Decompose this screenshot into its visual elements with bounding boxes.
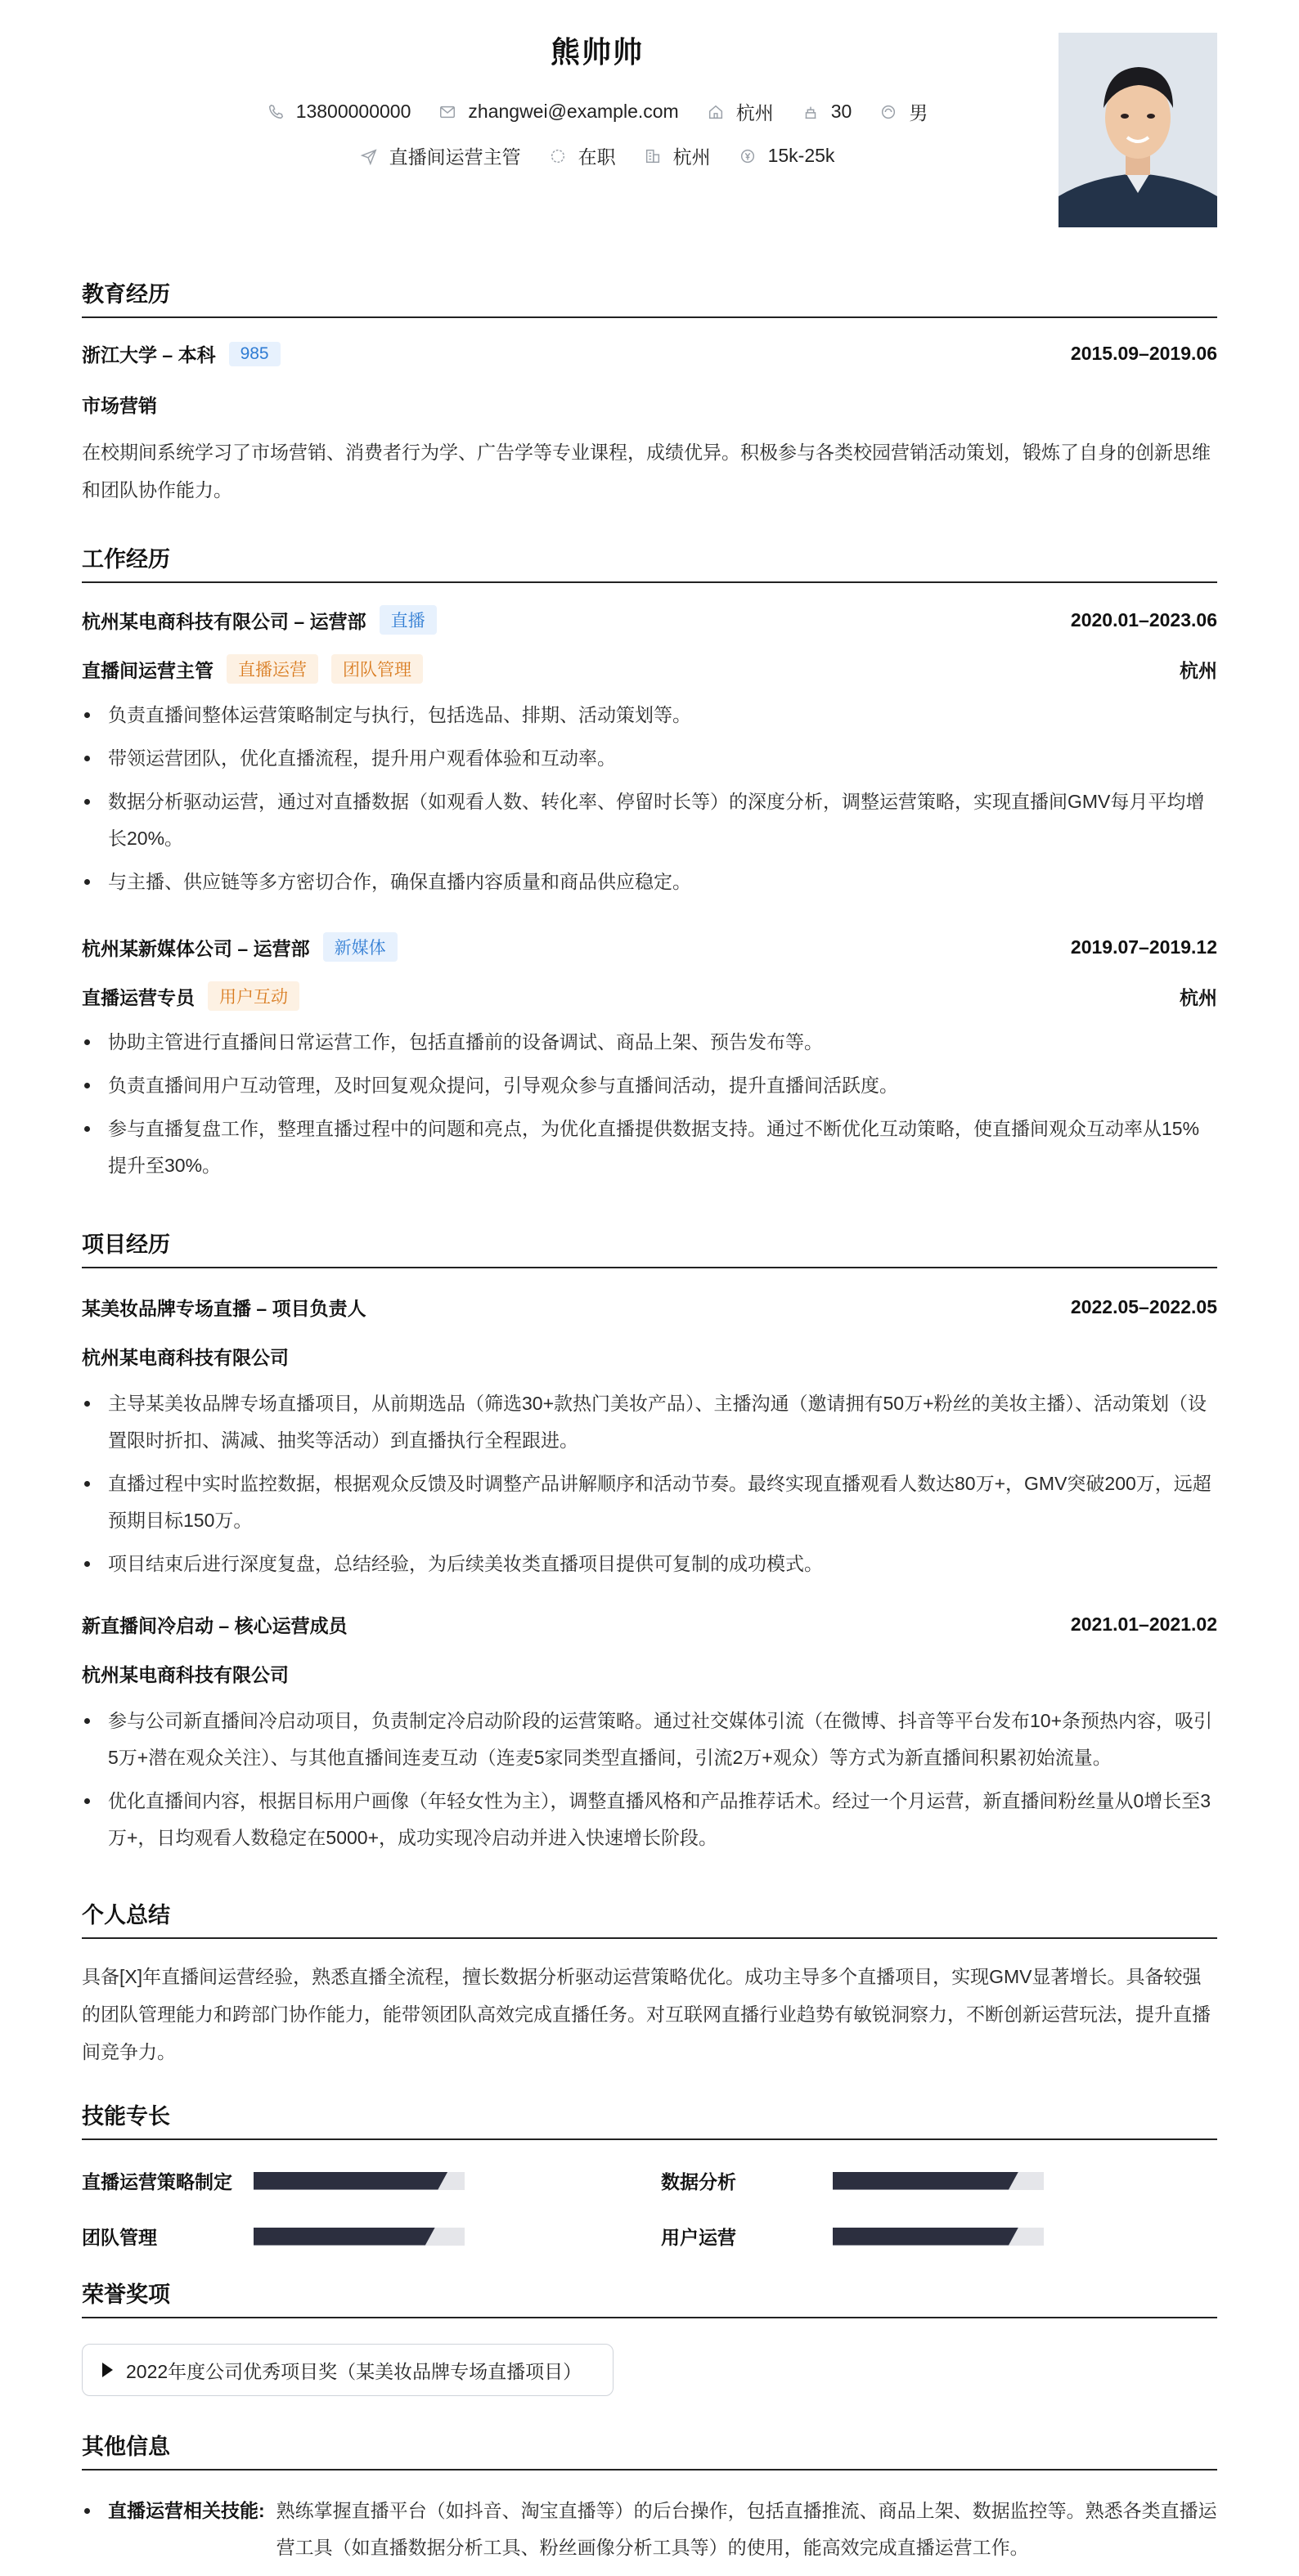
project-1-company-row — [82, 1343, 1217, 1370]
phone-icon — [267, 103, 285, 121]
work-2-bullets — [82, 1024, 1217, 1191]
list-item: 负责直播间用户互动管理，及时回复观众提问，引导观众参与直播间活动，提升直播间活跃度。 — [82, 1067, 1217, 1104]
project-2-bullets — [82, 1703, 1217, 1863]
project-2-period: 2021.01–2021.02 — [1070, 1613, 1217, 1635]
skill-level-bar — [254, 2172, 465, 2190]
work-2-header — [82, 932, 1217, 962]
age-item — [802, 101, 852, 123]
skill-level-fill — [833, 2228, 1018, 2246]
project-2-name: 新直播间冷启动 – 核心运营成员 — [82, 1615, 348, 1636]
school-tag: 985 — [229, 342, 281, 366]
list-item: 参与公司新直播间冷启动项目，负责制定冷启动阶段的运营策略。通过社交媒体引流（在微博、抖音等平台发布10+条预热内容，吸引5万+潜在观众关注）、与其他直播间连麦互动（连麦5家同类型直播间，引流2万+观众）等方式为新直播间积累初始流量。 — [82, 1703, 1217, 1776]
work-2-title: 直播运营专员 — [82, 986, 195, 1008]
age-icon — [802, 103, 820, 121]
work-1-title-row — [82, 654, 1217, 684]
skill-name: 直播运营策略制定 — [82, 2171, 232, 2192]
education-header — [82, 340, 1217, 367]
work-1-bullets — [82, 697, 1217, 907]
expected-salary: 15k-25k — [767, 145, 835, 166]
skill-name: 用户运营 — [661, 2227, 736, 2248]
skill-item — [661, 2167, 1044, 2194]
education-period: 2015.09–2019.06 — [1070, 343, 1217, 364]
skill-level-fill — [254, 2228, 435, 2246]
work-1-title-tag: 直播运营 — [227, 654, 318, 684]
work-2-title-row — [82, 981, 1217, 1011]
project-1-name: 某美妆品牌专场直播 – 项目负责人 — [82, 1298, 366, 1319]
list-item: 带领运营团队，优化直播流程，提升用户观看体验和互动率。 — [82, 740, 1217, 777]
list-item: 直播过程中实时监控数据，根据观众反馈及时调整产品讲解顺序和活动节奏。最终实现直播观看人数达80万+，GMV突破200万，远超预期目标150万。 — [82, 1465, 1217, 1539]
summary-section-title: 个人总结 — [82, 1897, 1217, 1939]
skill-level-bar — [833, 2172, 1044, 2190]
other-section-title: 其他信息 — [82, 2429, 1217, 2471]
list-item: 参与直播复盘工作，整理直播过程中的问题和亮点，为优化直播提供数据支持。通过不断优化互动策略，使直播间观众互动率从15%提升至30%。 — [82, 1111, 1217, 1184]
major-row — [82, 391, 1217, 418]
honor-item — [82, 2344, 614, 2396]
other-info-value: 熟练掌握直播平台（如抖音、淘宝直播等）的后台操作，包括直播推流、商品上架、数据监控等。熟悉各类直播运营工具（如直播数据分析工具、粉丝画像分析工具等）的使用，能高效完成直播运营工作。 — [276, 2500, 1217, 2558]
email-address: zhangwei@example.com — [468, 101, 679, 122]
work-1-header — [82, 605, 1217, 635]
contact-info-row — [0, 98, 1194, 125]
mail-icon — [438, 103, 456, 121]
profile-photo — [1059, 33, 1217, 227]
skill-name: 团队管理 — [82, 2227, 157, 2248]
honor-text: 2022年度公司优秀项目奖（某美妆品牌专场直播项目） — [126, 2360, 582, 2382]
skill-level-fill — [254, 2172, 447, 2190]
project-1-period: 2022.05–2022.05 — [1070, 1296, 1217, 1317]
list-item: 项目结束后进行深度复盘，总结经验，为后续美妆类直播项目提供可复制的成功模式。 — [82, 1546, 1217, 1582]
salary-icon — [739, 147, 757, 165]
status-icon — [549, 147, 567, 165]
target-city: 杭州 — [672, 146, 711, 168]
honors-section-title: 荣誉奖项 — [82, 2277, 1217, 2318]
salary-item — [739, 145, 835, 167]
gender-item — [879, 98, 928, 125]
school-name: 浙江大学 – 本科 — [82, 344, 216, 366]
work-1-location: 杭州 — [1180, 659, 1217, 681]
skills-section-title: 技能专长 — [82, 2098, 1217, 2140]
work-1-title-tag: 团队管理 — [331, 654, 423, 684]
city-item — [707, 98, 774, 125]
skill-level-fill — [833, 2172, 1018, 2190]
list-item: 优化直播间内容，根据目标用户画像（年轻女性为主），调整直播风格和产品推荐话术。经过一个月运营，新直播间粉丝量从0增长至3万+，日均观看人数稳定在5000+，成功实现冷启动并进入快速增长阶段。 — [82, 1783, 1217, 1856]
job-intention-row — [0, 142, 1194, 169]
candidate-name: 熊帅帅 — [550, 35, 644, 69]
work-2-tag: 新媒体 — [323, 932, 398, 962]
send-icon — [360, 147, 378, 165]
phone-number: 13800000000 — [295, 101, 411, 122]
list-item: 负责直播间整体运营策略制定与执行，包括选品、排期、活动策划等。 — [82, 697, 1217, 734]
other-info-label: 直播运营相关技能: — [108, 2500, 265, 2521]
skill-item — [661, 2223, 1044, 2250]
current-city: 杭州 — [735, 102, 774, 123]
list-item: 主导某美妆品牌专场直播项目，从前期选品（筛选30+款热门美妆产品）、主播沟通（邀请拥有50万+粉丝的美妆主播）、活动策划（设置限时折扣、满减、抽奖等活动）到直播执行全程跟进。 — [82, 1385, 1217, 1459]
other-info-item — [82, 2493, 1217, 2566]
work-2-company: 杭州某新媒体公司 – 运营部 — [82, 937, 310, 959]
list-item: 协助主管进行直播间日常运营工作，包括直播前的设备调试、商品上架、预告发布等。 — [82, 1024, 1217, 1061]
job-status: 在职 — [578, 146, 616, 168]
work-1-tag: 直播 — [380, 605, 437, 635]
triangle-icon — [102, 2363, 113, 2377]
work-2-location: 杭州 — [1180, 986, 1217, 1008]
skill-level-bar — [254, 2228, 465, 2246]
education-section-title: 教育经历 — [82, 276, 1217, 318]
home-icon — [707, 103, 725, 121]
work-1-company: 杭州某电商科技有限公司 – 运营部 — [82, 610, 366, 632]
skill-name: 数据分析 — [661, 2171, 736, 2192]
bullet-dot — [84, 2508, 90, 2514]
skill-item — [82, 2167, 465, 2194]
list-item: 数据分析驱动运营，通过对直播数据（如观看人数、转化率、停留时长等）的深度分析，调整运营策略，实现直播间GMV每月平均增长20%。 — [82, 783, 1217, 857]
project-1-bullets — [82, 1385, 1217, 1589]
phone-item — [267, 101, 411, 123]
building-icon — [644, 147, 662, 165]
project-1-company: 杭州某电商科技有限公司 — [82, 1347, 289, 1368]
project-2-header — [82, 1611, 1217, 1638]
work-2-title-tag: 用户互动 — [208, 981, 299, 1011]
email-item — [438, 101, 678, 123]
project-1-header — [82, 1294, 1217, 1321]
age-value: 30 — [830, 101, 852, 122]
work-2-period: 2019.07–2019.12 — [1070, 936, 1217, 958]
gender-value: 男 — [909, 102, 928, 123]
work-1-title: 直播间运营主管 — [82, 659, 214, 681]
gender-icon — [879, 103, 897, 121]
summary-text: 具备[X]年直播间运营经验，熟悉直播全流程，擅长数据分析驱动运营策略优化。成功主导多个直播项目，实现GMV显著增长。具备较强的团队管理能力和跨部门协作能力，能带领团队高效完成直播任务。对互联网直播行业趋势有敏锐洞察力，不断创新运营玩法，提升直播间竞争力。 — [82, 1966, 1211, 2062]
target-position: 直播间运营主管 — [389, 146, 521, 168]
skill-level-bar — [833, 2228, 1044, 2246]
skill-item — [82, 2223, 465, 2250]
project-2-company-row — [82, 1660, 1217, 1687]
list-item: 与主播、供应链等多方密切合作，确保直播内容质量和商品供应稳定。 — [82, 864, 1217, 900]
education-description: 在校期间系统学习了市场营销、消费者行为学、广告学等专业课程，成绩优异。积极参与各类校园营销活动策划，锻炼了自身的创新思维和团队协作能力。 — [82, 442, 1211, 500]
work-1-period: 2020.01–2023.06 — [1070, 608, 1217, 631]
work-section-title: 工作经历 — [82, 541, 1217, 583]
projects-section-title: 项目经历 — [82, 1227, 1217, 1268]
target-city-item — [644, 142, 711, 169]
project-2-company: 杭州某电商科技有限公司 — [82, 1664, 289, 1685]
major-name: 市场营销 — [82, 395, 157, 416]
target-position-item — [360, 142, 521, 169]
status-item — [549, 142, 616, 169]
